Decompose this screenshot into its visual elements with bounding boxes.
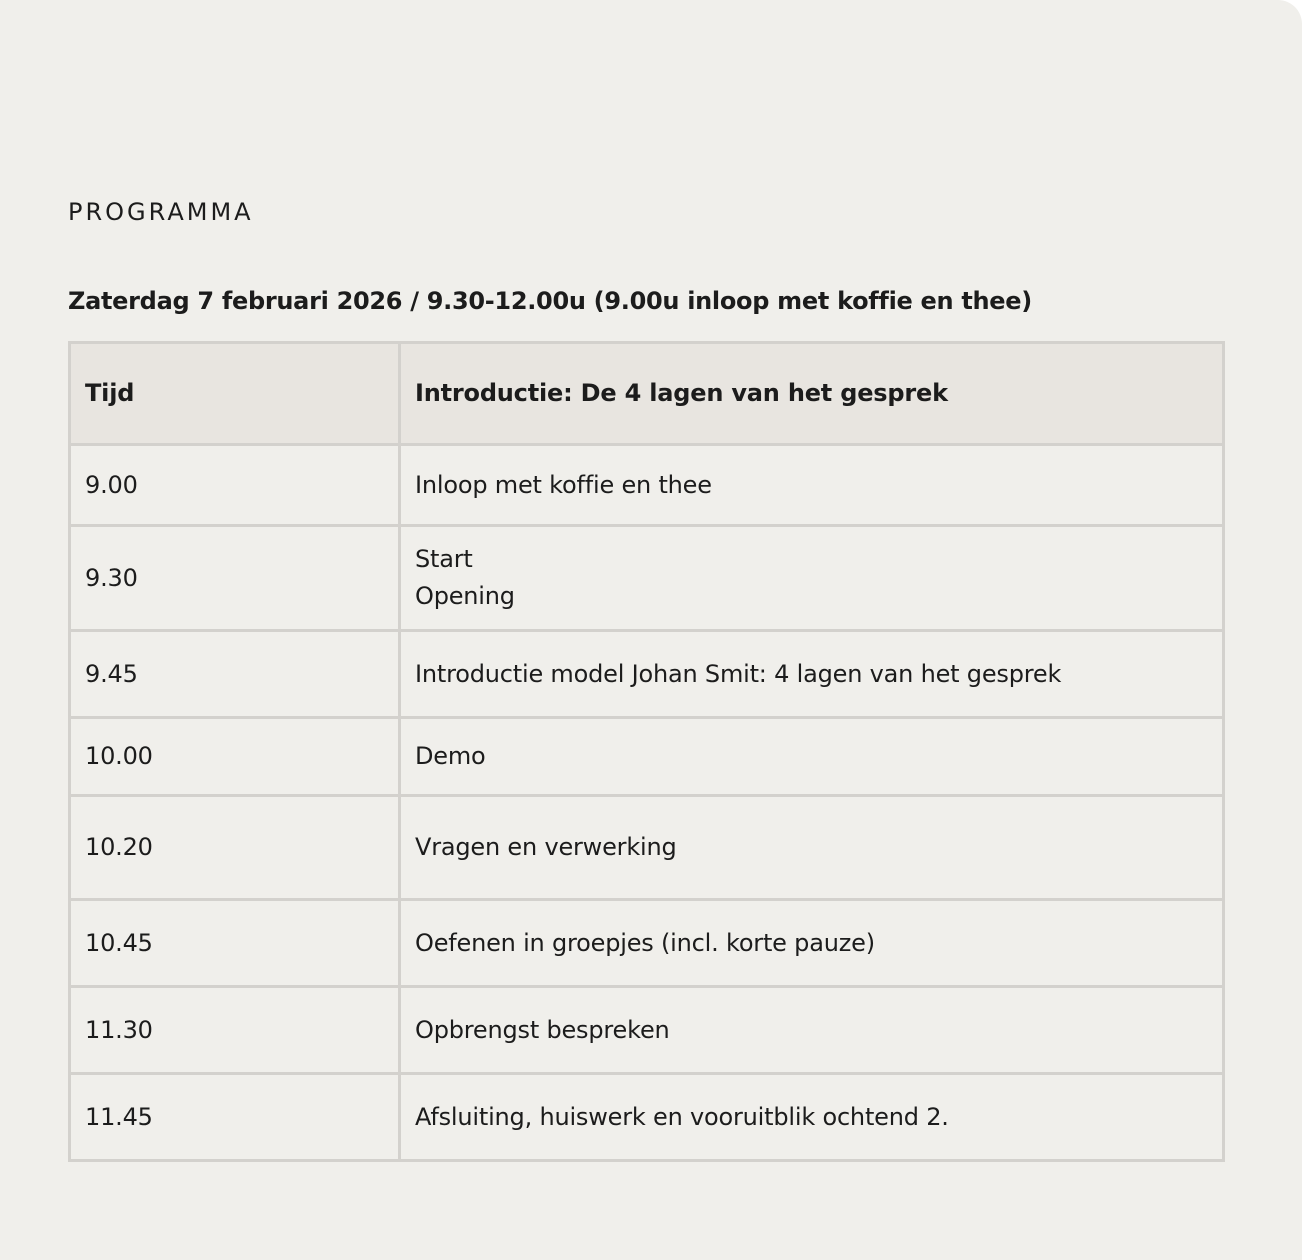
table-row xyxy=(70,987,1224,1074)
table-row xyxy=(70,631,1224,718)
row-time: 9.45 xyxy=(70,631,400,718)
section-label: PROGRAMMA xyxy=(68,198,254,226)
activity-line: Inloop met koffie en thee xyxy=(415,470,712,499)
activity-line: Oefenen in groepjes (incl. korte pauze) xyxy=(415,928,875,957)
table-header-row xyxy=(70,343,1224,445)
table-row xyxy=(70,526,1224,631)
schedule-subtitle: Zaterdag 7 februari 2026 / 9.30-12.00u (9.00u inloop met koffie en thee) xyxy=(68,287,1032,315)
header-time: Tijd xyxy=(70,343,400,445)
table-row xyxy=(70,718,1224,796)
row-time: 10.00 xyxy=(70,718,400,796)
row-time: 9.30 xyxy=(70,526,400,631)
table-row xyxy=(70,445,1224,526)
row-activity xyxy=(400,445,1224,526)
row-activity xyxy=(400,526,1224,631)
row-activity xyxy=(400,631,1224,718)
activity-line: Vragen en verwerking xyxy=(415,833,677,861)
activity-line: Afsluiting, huiswerk en vooruitblik ochtend 2. xyxy=(415,1102,949,1131)
row-activity xyxy=(400,987,1224,1074)
activity-line: Demo xyxy=(415,742,486,770)
activity-line: Opbrengst bespreken xyxy=(415,1015,670,1044)
row-activity xyxy=(400,796,1224,900)
row-activity xyxy=(400,718,1224,796)
table-row xyxy=(70,796,1224,900)
row-time: 11.30 xyxy=(70,987,400,1074)
table-row xyxy=(70,900,1224,987)
row-time: 11.45 xyxy=(70,1074,400,1161)
activity-line: Start xyxy=(415,545,473,573)
row-time: 9.00 xyxy=(70,445,400,526)
header-topic: Introductie: De 4 lagen van het gesprek xyxy=(400,343,1224,445)
schedule-table xyxy=(68,341,1225,1162)
row-time: 10.20 xyxy=(70,796,400,900)
activity-line: Opening xyxy=(415,582,515,610)
row-time: 10.45 xyxy=(70,900,400,987)
row-activity xyxy=(400,900,1224,987)
row-activity xyxy=(400,1074,1224,1161)
activity-line: Introductie model Johan Smit: 4 lagen van het gesprek xyxy=(415,659,1062,688)
table-row xyxy=(70,1074,1224,1161)
